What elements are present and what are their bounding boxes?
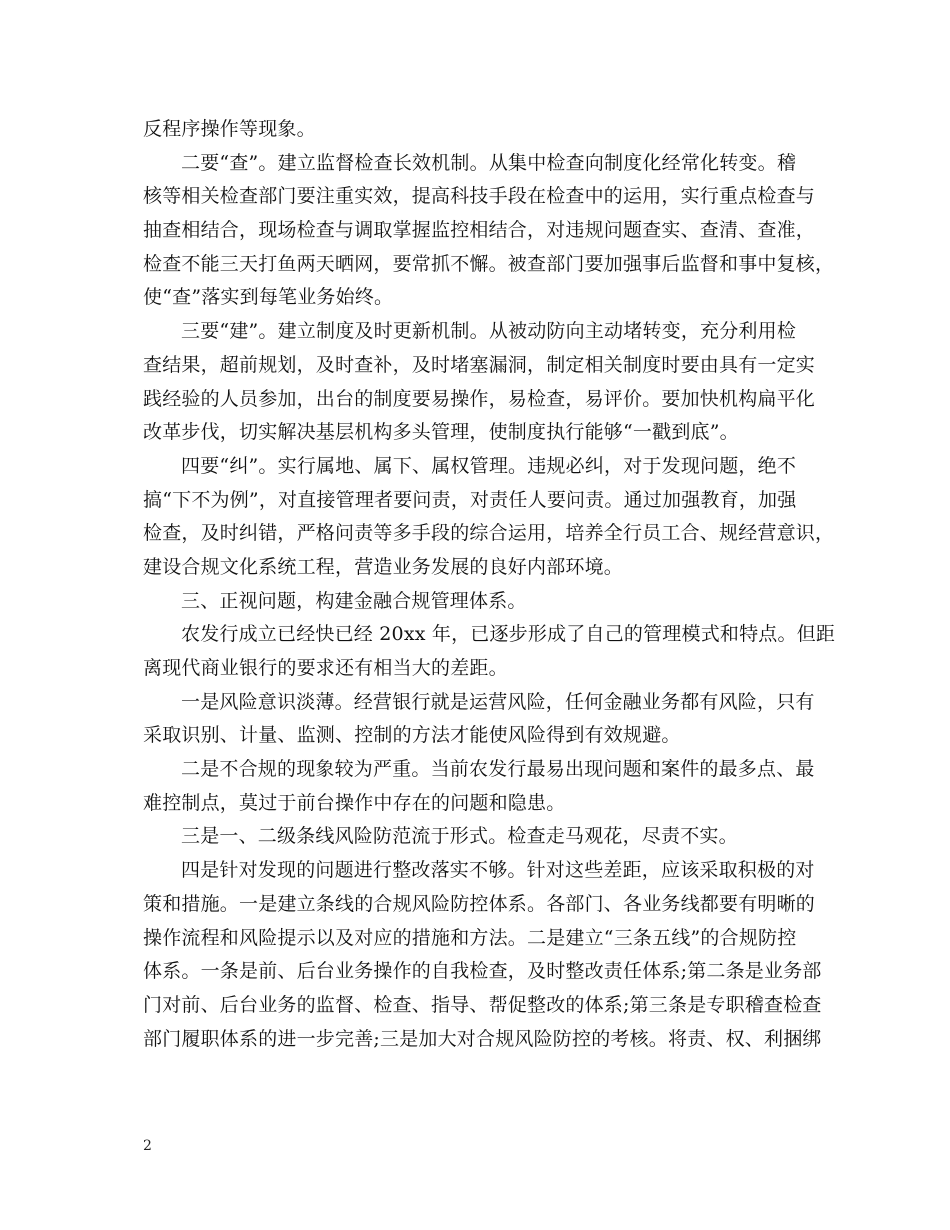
text-line: 建设合规文化系统工程，营造业务发展的良好内部环境。 [143,555,624,578]
text-line: 二要“查”。建立监督检查长效机制。从集中检查向制度化经常化转变。稽 [181,151,797,174]
text-line: 反程序操作等现象。 [143,118,316,140]
text-line: 采取识别、计量、监测、控制的方法才能使风险得到有效规避。 [143,724,681,747]
text-line: 体系。一条是前、后台业务操作的自我检查，及时整改责任体系;第二条是业务部 [143,960,822,983]
text-line: 四要“纠”。实行属地、属下、属权管理。违规必纠，对于发现问题，绝不 [181,454,797,477]
text-line: 二是不合规的现象较为严重。当前农发行最易出现问题和案件的最多点、最 [181,758,815,781]
text-line: 改革步伐，切实解决基层机构多头管理，使制度执行能够“一戳到底”。 [143,421,739,444]
text-line: 搞“下不为例”，对直接管理者要问责，对责任人要问责。通过加强教育，加强 [143,488,797,511]
text-line: 离现代商业银行的要求还有相当大的差距。 [143,657,508,679]
text-line: 操作流程和风险提示以及对应的措施和方法。二是建立“三条五线”的合规防控 [143,926,797,949]
text-line: 门对前、后台业务的监督、检查、指导、帮促整改的体系;第三条是专职稽查检查 [143,993,822,1016]
text-line: 三要“建”。建立制度及时更新机制。从被动防向主动堵转变，充分利用检 [181,320,797,343]
text-line: 农发行成立已经快已经 20xx 年，已逐步形成了自己的管理模式和特点。但距 [181,623,836,646]
text-line: 使“查”落实到每笔业务始终。 [143,286,394,309]
text-line: 检查不能三天打鱼两天晒网，要常抓不懈。被查部门要加强事后监督和事中复核， [143,252,835,275]
text-line: 策和措施。一是建立条线的合规风险防控体系。各部门、各业务线都要有明晰的 [143,892,816,915]
text-line: 三、正视问题，构建金融合规管理体系。 [181,589,527,612]
text-line: 抽查相结合，现场检查与调取掌握监控相结合，对违规问题查实、查清、查准， [143,219,816,242]
text-line: 四是针对发现的问题进行整改落实不够。针对这些差距，应该采取积极的对 [181,859,815,882]
text-line: 践经验的人员参加，出台的制度要易操作，易检查，易评价。要加快机构扁平化 [143,387,816,410]
text-line: 一是风险意识淡薄。经营银行就是运营风险，任何金融业务都有风险，只有 [181,690,815,713]
text-line: 检查，及时纠错，严格问责等多手段的综合运用，培养全行员工合、规经营意识， [143,522,835,545]
document-body [143,113,836,1056]
text-line: 难控制点，莫过于前台操作中存在的问题和隐患。 [143,791,566,814]
text-line: 查结果，超前规划，及时查补，及时堵塞漏洞，制定相关制度时要由具有一定实 [143,353,816,376]
text-line: 部门履职体系的进一步完善;三是加大对合规风险防控的考核。将责、权、利捆绑 [143,1027,822,1050]
page-number: 2 [143,1138,152,1154]
text-line: 三是一、二级条线风险防范流于形式。检查走马观花，尽责不实。 [181,825,738,848]
text-line: 核等相关检查部门要注重实效，提高科技手段在检查中的运用，实行重点检查与 [143,185,816,208]
